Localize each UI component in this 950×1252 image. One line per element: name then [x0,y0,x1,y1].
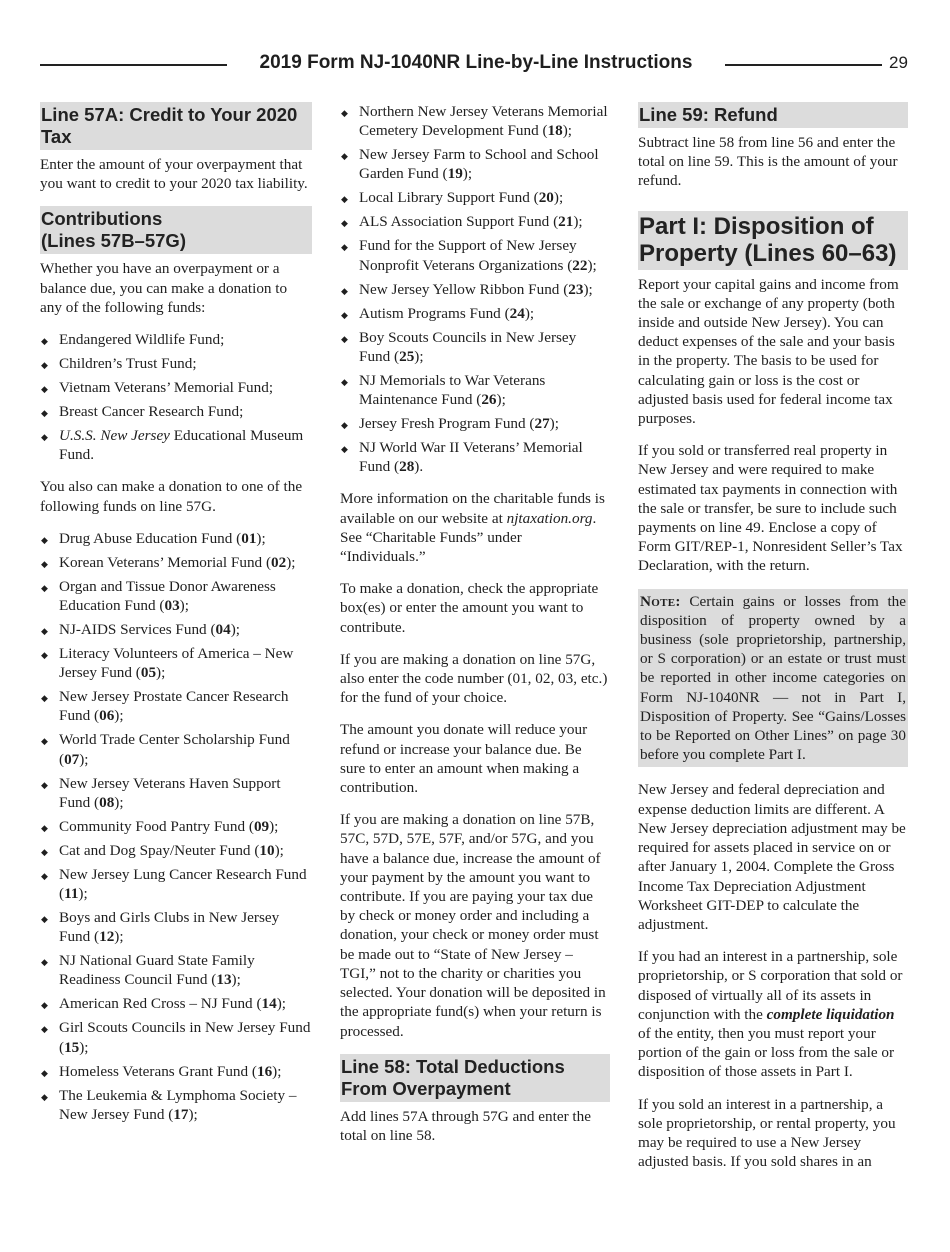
fund-name: Boy Scouts Councils in New Jersey Fund [359,328,577,365]
list-item: ◆ Korean Veterans’ Memorial Fund (02); [40,553,312,572]
list-item: ◆ The Leukemia & Lymphoma Society – New Jersey Fund (17); [41,1086,297,1123]
uss-new-jersey-name: U.S.S. New Jersey [59,427,170,445]
diamond-bullet-icon: ◆ [341,242,348,253]
fund-code: 22 [572,256,588,274]
fund-code-close: ); [562,122,573,140]
list-item: ◆ NJ Memorials to War Veterans Maintenance Fund (26); [341,371,546,409]
diamond-bullet-icon: ◆ [41,582,48,593]
fund-name: World Trade Center Scholarship Fund [59,731,290,749]
page-header [0,52,950,80]
diamond-bullet-icon: ◆ [41,534,48,545]
fund-code: 01 [241,529,257,547]
list-item: ◆ Autism Programs Fund (24); [340,304,610,323]
line58-text: Add lines 57A through 57G and enter the total on line 58. [340,1107,591,1144]
contributions-heading-line1: Contributions [41,208,163,230]
diamond-bullet-icon: ◆ [41,870,48,881]
diamond-bullet-icon: ◆ [41,650,48,661]
fund-code: 28 [399,458,415,476]
fund-name: Fund for the Support of New Jersey Nonprofit Veterans Organizations [359,237,577,274]
line59-heading: Line 59: Refund [638,102,908,128]
fund-name: NJ World War II Veterans’ Memorial Fund [359,439,583,476]
note-label: Note: [640,592,681,610]
contributions-heading [40,206,312,254]
list-item [40,378,312,397]
fund-name: New Jersey Veterans Haven Support Fund [59,774,281,811]
fund-code: 03 [164,597,180,615]
fund-name: New Jersey Lung Cancer Research Fund [59,865,307,883]
fund-code: 18 [547,122,563,140]
list-item: ◆ Girl Scouts Councils in New Jersey Fund (15); [41,1019,311,1056]
list-item [40,330,312,349]
funds-list-a [40,330,312,464]
fund-code: 25 [399,347,415,365]
diamond-bullet-icon: ◆ [341,108,348,118]
diamond-bullet-icon: ◆ [341,309,348,320]
check-box-text: To make a donation, check the appropriate box(es) or enter the amount you want to contribute. [340,580,599,636]
complete-liquidation-emphasis: complete liquidation [766,1005,895,1023]
fund-name: Autism Programs Fund [359,304,501,322]
diamond-bullet-icon: ◆ [341,194,348,205]
list-item: ◆ Boys and Girls Clubs in New Jersey Fund (12); [41,909,280,946]
diamond-bullet-icon: ◆ [41,360,48,371]
fund-name: NJ-AIDS Services Fund [59,621,207,639]
fund-code: 05 [140,664,157,682]
column-2 [340,102,610,1158]
list-item: ◆ ALS Association Support Fund (21); [340,212,610,231]
list-item: ◆ Literacy Volunteers of America – New Jersey Fund (05); [41,645,294,682]
list-item: ◆ New Jersey Prostate Cancer Research Fund (06); [41,688,289,725]
fund-name: Boys and Girls Clubs in New Jersey Fund [59,909,280,946]
balance-due-text: If you are making a donation on line 57B, 57C, 57D, 57E, 57F, and/or 57G, and you have a balance due, increase the amount of your payment by the amount you want to contribute. If you are paying your tax due by check or money order and including a donation, your check or money order must be made out to “State of New Jersey – TGI,” not to the charity or charities you selected. Your donation will be deposited in the appropriate fund(s) when your return is processed. [340,811,606,1040]
fund-name: Northern New Jersey Veterans Memorial Cemetery Development Fund [359,103,608,140]
list-item: ◆ New Jersey Lung Cancer Research Fund (11); [41,865,307,903]
column-1 [40,102,312,1137]
fund-name: Children’s Trust Fund; [59,355,197,373]
diamond-bullet-icon: ◆ [341,376,348,387]
list-item: ◆ New Jersey Farm to School and School Garden Fund (19); [341,146,599,183]
fund-code: 07 [64,750,80,768]
liquidation-part2: of the entity, then you must report your portion of the gain or loss from the sale or disposition of those assets in Part I. [638,1024,895,1081]
fund-code-close: ); [553,189,564,207]
fund-code: 10 [259,841,275,859]
contributions-intro: Whether you have an overpayment or a balance due, you can make a donation to any of the following funds: [40,260,288,316]
more-info-text [340,489,610,566]
fund-code-close: ); [462,165,473,183]
column-3 [638,102,908,1184]
list-item: ◆ Boy Scouts Councils in New Jersey Fund (25); [341,328,577,365]
fund-code: 09 [253,817,270,835]
list-item [40,354,312,373]
part1-paragraph-2: If you sold or transferred real property in New Jersey and were required to make estimated tax payments in connection with the sale or transfer, be sure to include such payments on line 49. Enclose a copy of Form GIT/REP-1, Nonresident Seller’s Tax Declaration, with the return. [638,442,903,575]
fund-code: 11 [64,885,79,903]
sold-interest-text: If you sold an interest in a partnership, a sole proprietorship, or rental property, you may be required to use a New Jersey adjusted basis. If you sold shares in an [638,1095,896,1171]
line57a-text: Enter the amount of your overpayment that you want to credit to your 2020 tax liability. [40,156,308,193]
diamond-bullet-icon: ◆ [341,333,348,344]
fund-name: New Jersey Yellow Ribbon Fund [359,280,560,298]
part1-paragraph-1: Report your capital gains and income from the sale or exchange of any property (both inside and outside New Jersey). You can deduct expenses of the sale and your basis in the property. The basis to be used for calculating gain or loss is the cost or adjusted basis used for federal income tax purposes. [638,275,899,428]
diamond-bullet-icon: ◆ [41,384,48,395]
list-item: ◆ NJ National Guard State Family Readiness Council Fund (13); [41,952,255,989]
list-item: ◆ New Jersey Veterans Haven Support Fund (08); [41,774,281,811]
fund-name: Drug Abuse Education Fund [59,529,233,547]
fund-code-close: ); [573,213,583,231]
diamond-bullet-icon: ◆ [341,420,348,431]
fund-code: 04 [215,621,231,639]
fund-name: Cat and Dog Spay/Neuter Fund [59,841,251,859]
list-item: ◆ Cat and Dog Spay/Neuter Fund (10); [40,841,312,860]
fund-code: 15 [64,1038,80,1056]
fund-name: Vietnam Veterans’ Memorial Fund; [59,379,274,397]
diamond-bullet-icon: ◆ [41,846,48,857]
contributions-heading-line2: (Lines 57B–57G) [41,230,186,252]
fund-code: 12 [99,928,115,946]
fund-name: NJ National Guard State Family Readiness Council Fund [59,952,255,989]
fund-code-close: ); [496,391,506,409]
fund-name: The Leukemia & Lymphoma Society – New Jersey Fund [59,1086,297,1123]
fund-code: 02 [271,553,287,571]
list-item: ◆ Fund for the Support of New Jersey Nonprofit Veterans Organizations (22); [341,237,597,274]
diamond-bullet-icon: ◆ [341,151,348,162]
fund-name: Community Food Pantry Fund [59,817,246,835]
fund-name: American Red Cross – NJ Fund [59,995,253,1013]
list-item: ◆ American Red Cross – NJ Fund (14); [40,994,312,1013]
page-number: 29 [889,53,908,72]
fund-code: 06 [99,707,115,725]
fund-name: Girl Scouts Councils in New Jersey Fund [59,1019,311,1037]
list-item: ◆ New Jersey Yellow Ribbon Fund (23); [340,280,610,299]
diamond-bullet-icon: ◆ [41,1091,48,1102]
fund-code: 21 [558,213,574,231]
diamond-bullet-icon: ◆ [41,693,48,704]
also-donate-text: You also can make a donation to one of the following funds on line 57G. [40,478,303,515]
diamond-bullet-icon: ◆ [41,822,48,833]
fund-code: 16 [256,1062,273,1080]
diamond-bullet-icon: ◆ [341,444,348,455]
list-item: ◆ Organ and Tissue Donor Awareness Education Fund (03); [41,577,276,615]
fund-name: New Jersey Farm to School and School Garden Fund [359,146,599,183]
fund-name: Breast Cancer Research Fund; [59,403,244,421]
diamond-bullet-icon: ◆ [41,626,48,637]
fund-code-close: ); [587,256,597,274]
list-item: ◆ Jersey Fresh Program Fund (27); [340,414,610,433]
fund-name: Literacy Volunteers of America – New Jersey Fund [59,645,294,682]
diamond-bullet-icon: ◆ [41,432,48,443]
fund-code: 26 [481,391,497,409]
code-number-text: If you are making a donation on line 57G, also enter the code number (01, 02, 03, etc.) for the fund of your choice. [340,650,608,707]
fund-name: ALS Association Support Fund [359,213,550,231]
fund-name: Korean Veterans’ Memorial Fund [59,553,263,571]
fund-name: NJ Memorials to War Veterans Maintenance Fund [359,371,546,409]
diamond-bullet-icon: ◆ [341,218,348,229]
list-item: ◆ Homeless Veterans Grant Fund (16); [40,1062,312,1081]
fund-code: 20 [538,189,554,207]
liquidation-part1: If you had an interest in a partnership, sole proprietorship, or S corporation that sold or disposed of virtually all of its assets in conjunction with the [638,948,903,1023]
list-item: ◆ Local Library Support Fund (20); [340,188,610,207]
note-box [638,589,908,768]
fund-name: Endangered Wildlife Fund; [59,331,225,349]
fund-name: Jersey Fresh Program Fund [359,415,526,433]
line58-heading: Line 58: Total Deductions From Overpayment [340,1054,610,1102]
diamond-bullet-icon: ◆ [41,558,48,569]
list-item [40,426,312,464]
depreciation-text: New Jersey and federal depreciation and expense deduction limits are different. A New Jersey depreciation adjustment may be required for assets placed in service on or after January 1, 2004. Complete the Gross Income Tax Depreciation Adjustment Worksheet GIT-DEP to calculate the adjustment. [638,781,906,933]
diamond-bullet-icon: ◆ [41,736,48,747]
diamond-bullet-icon: ◆ [341,285,348,296]
fund-code: 19 [447,165,463,183]
fund-name: Homeless Veterans Grant Fund [59,1062,249,1080]
fund-name: Local Library Support Fund [359,189,530,207]
page-title: 2019 Form NJ-1040NR Line-by-Line Instructions [259,52,693,73]
uss-fund-rest: Educational Museum Fund. [59,427,304,464]
list-item: ◆ NJ World War II Veterans’ Memorial Fund (28). [341,439,583,476]
diamond-bullet-icon: ◆ [41,914,48,925]
funds-list-c [340,102,610,476]
fund-code-close: ). [414,458,424,476]
fund-code: 23 [568,280,584,298]
list-item [40,402,312,421]
list-item: ◆ Drug Abuse Education Fund (01); [40,529,312,548]
more-info-part2: . See “Charitable Funds” under “Individuals.” [340,509,597,566]
liquidation-text [638,947,908,1081]
list-item: ◆ Community Food Pantry Fund (09); [40,817,312,836]
fund-code-close: ); [524,304,535,322]
list-item: ◆ World Trade Center Scholarship Fund (07); [41,731,290,768]
line57a-heading: Line 57A: Credit to Your 2020 Tax [40,102,312,150]
fund-code-close: ); [549,415,559,433]
fund-code: 27 [534,415,550,433]
header-rule-left [40,64,227,66]
header-rule-right [725,64,882,66]
website-link[interactable]: njtaxation.org [506,509,593,527]
diamond-bullet-icon: ◆ [41,957,48,968]
fund-code-close: ); [414,347,424,365]
diamond-bullet-icon: ◆ [41,1000,48,1011]
reduce-refund-text: The amount you donate will reduce your refund or increase your balance due. Be sure to enter an amount when making a contribution. [340,721,588,797]
fund-name: New Jersey Prostate Cancer Research Fund [59,688,289,725]
fund-code: 14 [261,995,277,1013]
diamond-bullet-icon: ◆ [41,1067,48,1078]
line59-text: Subtract line 58 from line 56 and enter the total on line 59. This is the amount of your refund. [638,134,898,190]
funds-list-b [40,529,312,1124]
fund-code-close: ); [583,280,593,298]
fund-code: 24 [509,304,525,322]
list-item: ◆ NJ-AIDS Services Fund (04); [40,620,312,639]
diamond-bullet-icon: ◆ [41,408,48,419]
diamond-bullet-icon: ◆ [41,336,48,347]
diamond-bullet-icon: ◆ [41,1024,48,1035]
more-info-part1: More information on the charitable funds is available on our website at [340,490,605,527]
fund-code: 17 [173,1105,189,1123]
fund-code: 08 [99,793,115,811]
diamond-bullet-icon: ◆ [41,779,48,790]
part1-heading: Part I: Disposition of Property (Lines 60–63) [638,211,908,270]
fund-name: Organ and Tissue Donor Awareness Education Fund [59,577,276,615]
fund-code: 13 [216,971,232,989]
note-text: Certain gains or losses from the disposition of property owned by a business (sole proprietorship, partnership, or S corporation) or an estate or trust must be reported in other income categories on Form NJ-1040NR — not in Part I, Disposition of Property. See “Gains/Losses to be Reported on Other Lines” on page 30 before you complete Part I. [640,592,906,764]
list-item: ◆ Northern New Jersey Veterans Memorial Cemetery Development Fund (18); [341,103,608,140]
